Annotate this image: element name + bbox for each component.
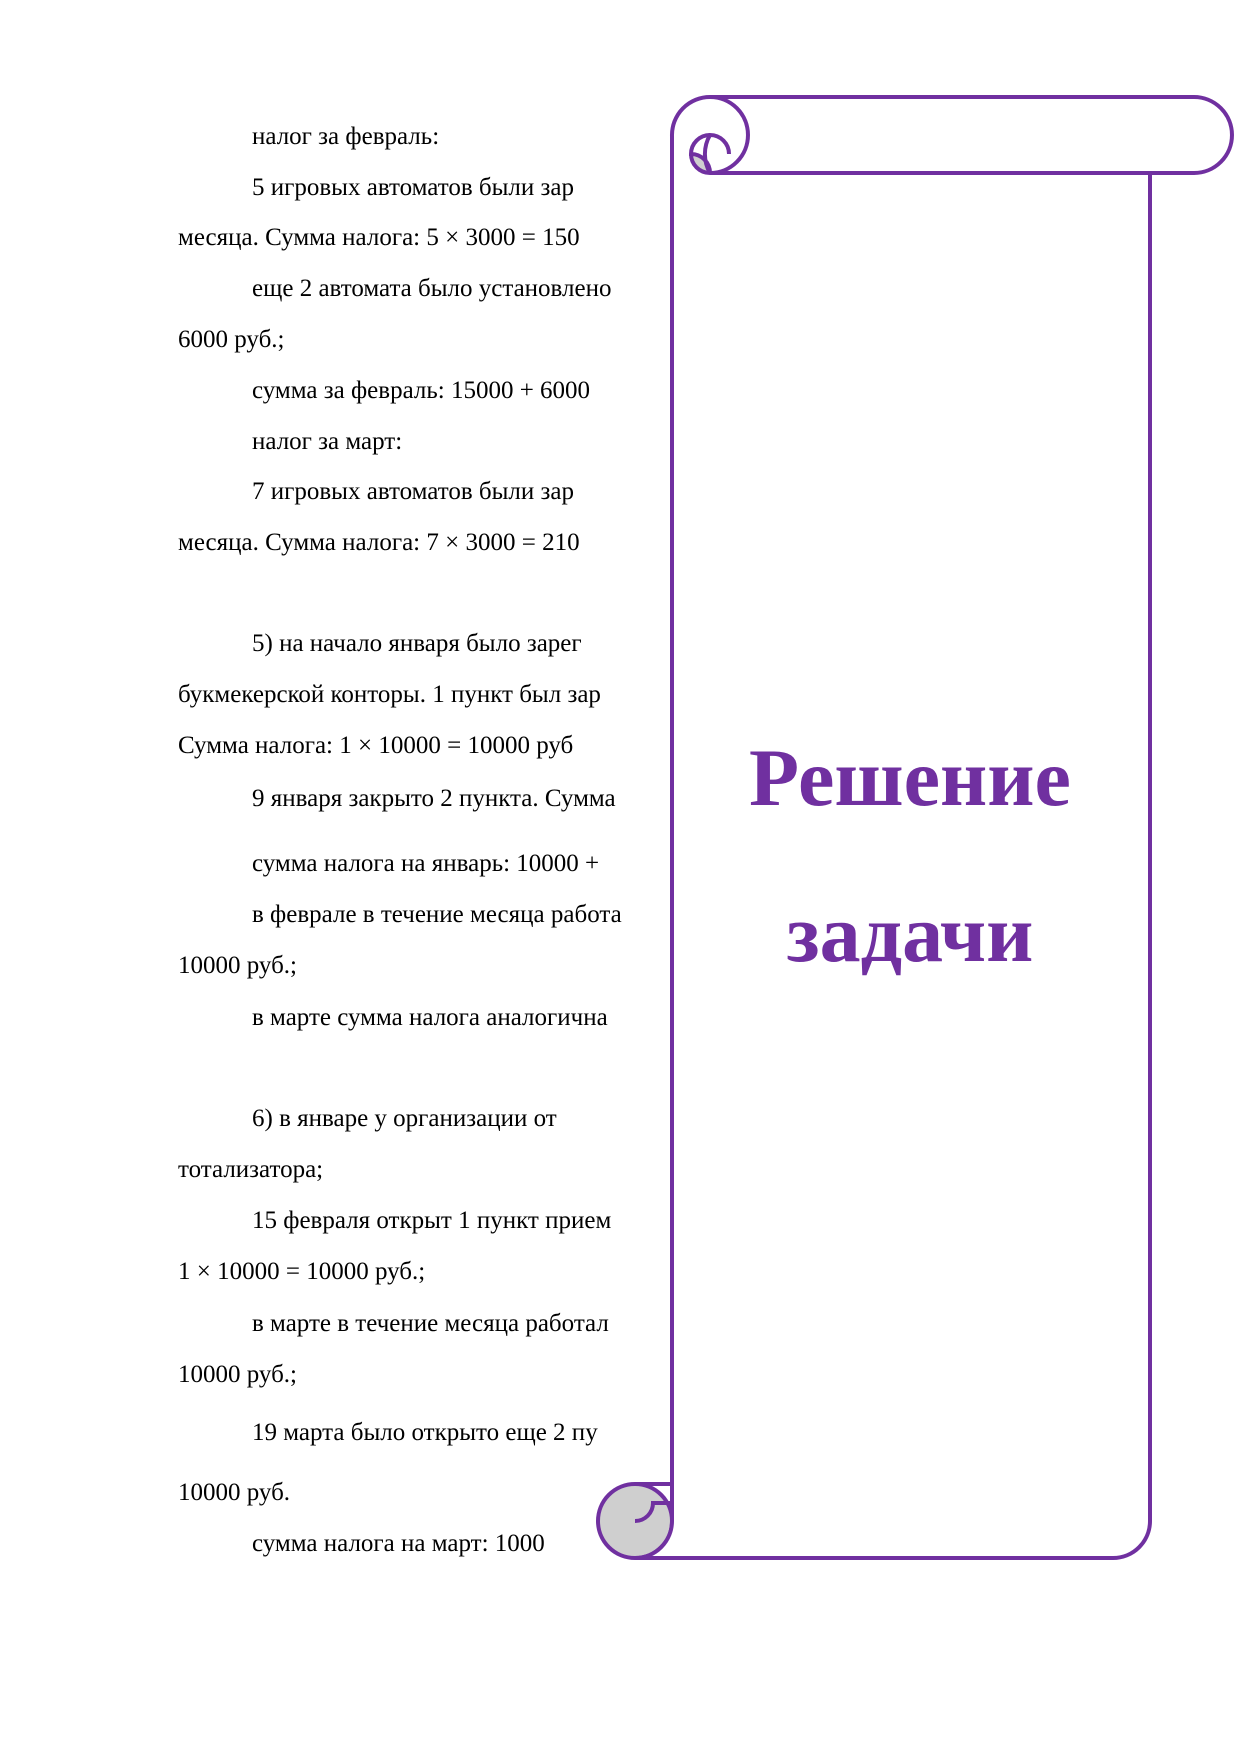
text-line-20: 15 февраля открыт 1 пункт прием — [252, 1207, 612, 1234]
text-line-25: 10000 руб. — [178, 1479, 291, 1506]
text-line-13: 9 января закрыто 2 пункта. Сумма — [252, 785, 616, 812]
text-line-12: Сумма налога: 1 × 10000 = 10000 руб — [178, 732, 574, 759]
text-line-21: 1 × 10000 = 10000 руб.; — [178, 1258, 426, 1285]
text-line-26: сумма налога на март: 1000 — [252, 1530, 545, 1557]
text-line-10: 5) на начало января было зарег — [252, 630, 582, 657]
text-line-9: месяца. Сумма налога: 7 × 3000 = 210 — [178, 529, 580, 556]
text-line-19: тотализатора; — [178, 1156, 324, 1183]
text-line-5: 6000 руб.; — [178, 326, 285, 353]
text-line-8: 7 игровых автоматов были зар — [252, 478, 574, 505]
text-line-7: налог за март: — [252, 428, 403, 455]
text-line-14: сумма налога на январь: 10000 + — [252, 850, 600, 877]
text-line-2: 5 игровых автоматов были зар — [252, 174, 574, 201]
text-line-6: сумма за февраль: 15000 + 6000 — [252, 377, 591, 404]
scroll-title-line-2: задачи — [786, 888, 1034, 979]
text-line-15: в феврале в течение месяца работа — [252, 901, 622, 928]
text-line-17: в марте сумма налога аналогична — [252, 1004, 608, 1031]
scroll-top-curl — [672, 97, 1232, 173]
text-line-16: 10000 руб.; — [178, 952, 298, 979]
text-line-4: еще 2 автомата было установлено — [252, 275, 612, 302]
text-line-3: месяца. Сумма налога: 5 × 3000 = 150 — [178, 224, 580, 251]
text-line-11: букмекерской конторы. 1 пункт был зар — [178, 681, 601, 708]
text-line-24: 19 марта было открыто еще 2 пу — [252, 1419, 598, 1446]
text-line-22: в марте в течение месяца работал — [252, 1310, 609, 1337]
text-line-18: 6) в январе у организации от — [252, 1105, 557, 1132]
scroll-title — [680, 700, 1140, 1012]
text-line-23: 10000 руб.; — [178, 1361, 298, 1388]
text-line-1: налог за февраль: — [252, 123, 440, 150]
scroll-title-line-1: Решение — [749, 732, 1071, 823]
